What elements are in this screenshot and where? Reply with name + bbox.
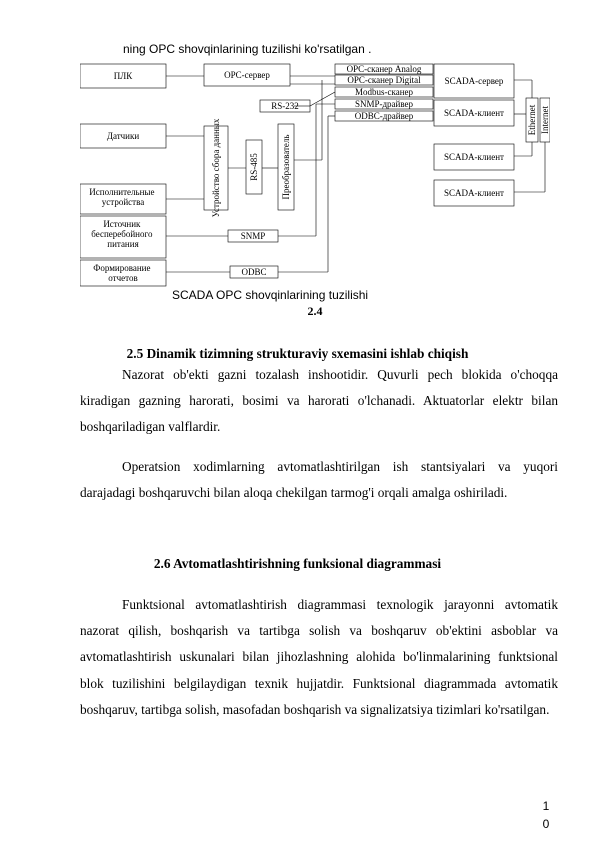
scada-client-label-3: SCADA-клиент xyxy=(444,188,504,198)
actuators-line-1: Исполнительные xyxy=(89,187,155,197)
odbc-label: ODBC xyxy=(241,267,267,277)
reports-line-1: Формирование xyxy=(93,263,151,273)
paragraph-operatsion: Operatsion xodimlarning avtomatlashtirilgan ish stantsiyalari va yuqori darajadagi boshqaruvchi bilan aloqa chekilgan tarmog'i orqali amalga oshiriladi. xyxy=(80,459,558,501)
rs485-label: RS-485 xyxy=(249,153,259,181)
driver-odbc: ODBC-драйвер xyxy=(354,111,414,121)
actuators-line-2: устройства xyxy=(101,197,145,207)
driver-stack xyxy=(335,64,433,121)
scada-server-label: SCADA-сервер xyxy=(444,76,504,86)
figure-number: 2.4 xyxy=(307,304,323,318)
page-number-digit-2: 0 xyxy=(542,817,550,831)
sensors-label: Датчики xyxy=(106,131,140,141)
opc-server-label: OPC-сервер xyxy=(224,70,270,80)
rs232-label: RS-232 xyxy=(271,101,299,111)
ethernet-label: Ethernet xyxy=(527,104,537,136)
ups-line-2: бесперебойного xyxy=(91,229,153,239)
reports-line-2: отчетов xyxy=(108,273,138,283)
page-number xyxy=(541,797,551,833)
driver-modbus: Modbus-сканер xyxy=(354,87,414,97)
internet-label: Internet xyxy=(540,106,550,134)
figure-caption: SCADA OPC shovqinlarining tuzilishi xyxy=(172,288,369,302)
driver-opc-digital: OPC-сканер Digital xyxy=(347,75,421,85)
paragraph-nazorat: Nazorat ob'ekti gazni tozalash inshootidir. Quvurli pech blokida o'choqqa kiradigan gazning harorati, bosimi va harorati o'lchanadi. Aktuatorlar elektr bilan boshqariladigan valflardir. xyxy=(80,367,558,435)
scada-opc-diagram xyxy=(80,60,550,288)
ups-line-1: Источник xyxy=(103,219,141,229)
device-label: Устройство сбора данных xyxy=(211,118,221,218)
ups-line-3: питания xyxy=(107,239,139,249)
section-heading-2-6: 2.6 Avtomatlashtirishning funksional diagrammasi xyxy=(153,556,442,571)
driver-opc-analog: OPC-сканер Analog xyxy=(346,64,422,74)
driver-snmp: SNMP-драйвер xyxy=(354,99,414,109)
converter-label: Преобразователь xyxy=(281,134,291,200)
left-boxes xyxy=(80,64,166,286)
paragraph-funktsional: Funktsional avtomatlashtirish diagrammasi texnologik jarayonni avtomatik nazorat qilish, boshqarish va tartibga solish va boshqaruv ob'ektini asboblar va avtomatlashtirish uskunalari bilan jihozlashning alohida bo'linmalarining funktsional blok tuzilishini belgilaydigan texnik hujjatdir. Funktsional diagrammada avtomatik boshqaruv, tartibga solish, masofadan boshqarish va signalizatsiya tizimlari ko'rsatilgan. xyxy=(80,597,558,717)
section-heading-2-5: 2.5 Dinamik tizimning strukturaviy sxemasini ishlab chiqish xyxy=(126,346,469,361)
page-number-digit-1: 1 xyxy=(542,799,550,813)
scada-client-label-2: SCADA-клиент xyxy=(444,152,504,162)
intro-line: ning OPC shovqinlarining tuzilishi ko'rsatilgan . xyxy=(123,42,372,56)
plc-label: ПЛК xyxy=(113,71,133,81)
snmp-label: SNMP xyxy=(240,231,266,241)
scada-client-label-1: SCADA-клиент xyxy=(444,108,504,118)
